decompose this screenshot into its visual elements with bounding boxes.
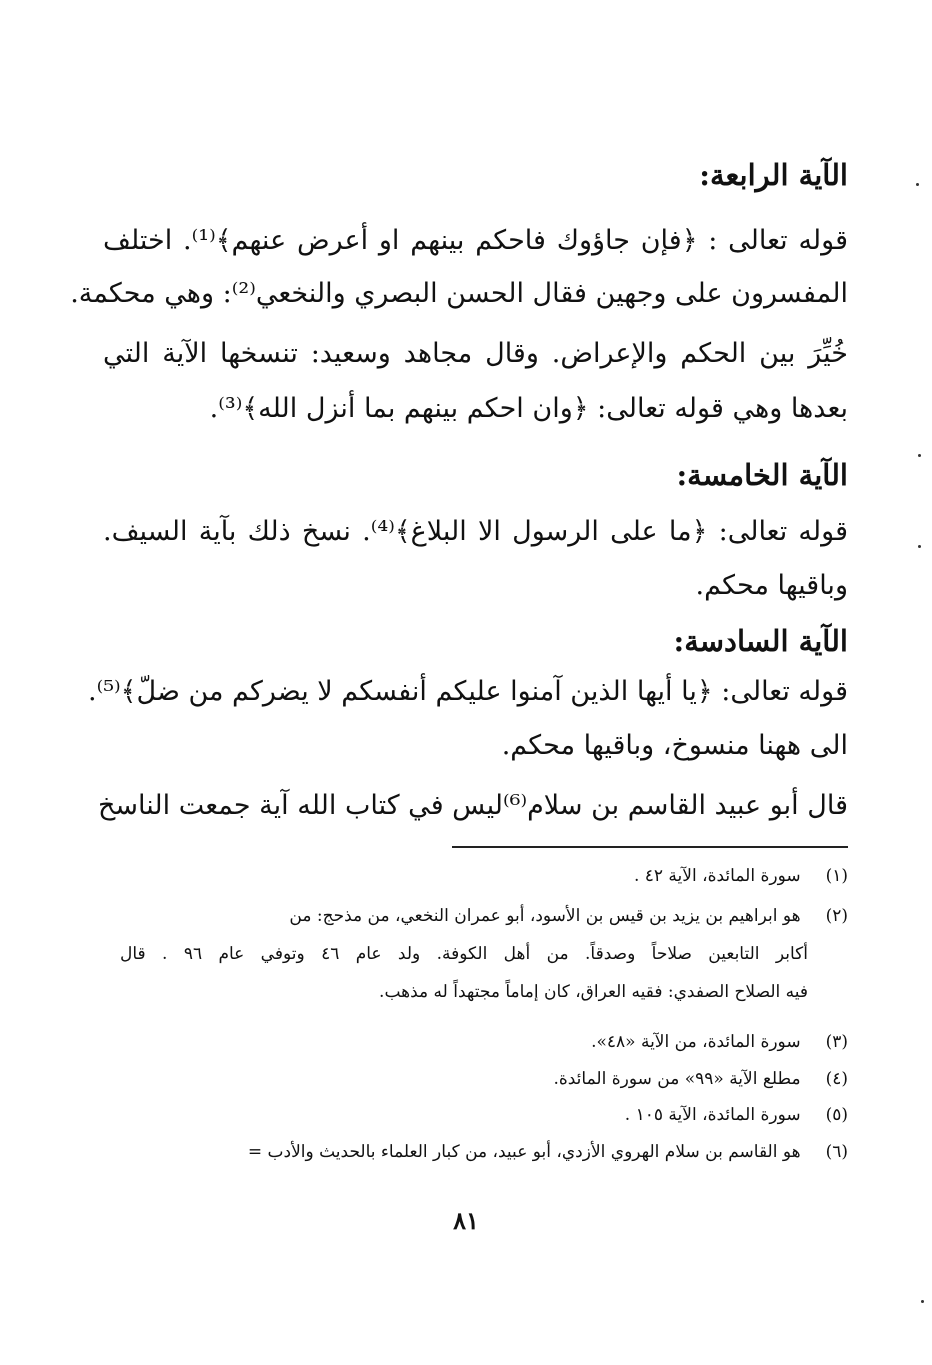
footnote-text: سورة المائدة، من الآية «٤٨». xyxy=(591,1032,801,1052)
scan-speck xyxy=(916,183,919,186)
footnote xyxy=(128,906,848,926)
scan-speck xyxy=(918,454,921,457)
body-line: الى ههنا منسوخ، وباقيها محكم. xyxy=(501,730,848,761)
footnote-text: هو ابراهيم بن يزيد بن قيس بن الأسود، أبو عمران النخعي، من مذحج: من xyxy=(289,906,801,926)
scan-speck xyxy=(918,545,921,548)
footnote xyxy=(128,1069,848,1089)
footnote xyxy=(128,1105,848,1125)
footnote xyxy=(128,866,848,886)
body-line: وباقيها محكم. xyxy=(695,570,848,601)
footnote-text: سورة المائدة، الآية ١٠٥ . xyxy=(624,1105,801,1125)
section-heading: الآية الخامسة: xyxy=(676,458,848,492)
body-line: خُيِّرَ بين الحكم والإعراض. وقال مجاهد وسعيد: تنسخها الآية التي xyxy=(103,338,848,369)
footnote-number: (٤) xyxy=(825,1069,848,1089)
body-line: قوله تعالى: ﴿ما على الرسول الا البلاغ﴾⁽⁴⁾. نسخ ذلك بآية السيف. xyxy=(103,516,848,547)
footnote-text: هو القاسم بن سلام الهروي الأزدي، أبو عبيد، من كبار العلماء بالحديث والأدب = xyxy=(247,1142,801,1162)
footnote-number: (٢) xyxy=(825,906,848,926)
section-heading: الآية السادسة: xyxy=(673,624,848,658)
footnote xyxy=(108,1142,848,1162)
page-number: ٨١ xyxy=(453,1206,479,1235)
footnote-text: أكابر التابعين صلاحاً وصدقاً. من أهل الكوفة. ولد عام ٤٦ وتوفي عام ٩٦ . قال xyxy=(120,944,808,964)
body-line: قوله تعالى : ﴿فإن جاؤوك فاحكم بينهم او أعرض عنهم﴾⁽¹⁾. اختلف xyxy=(103,225,849,256)
body-line: بعدها وهي قوله تعالى: ﴿وان احكم بينهم بما أنزل الله﴾⁽³⁾. xyxy=(209,393,848,424)
section-heading: الآية الرابعة: xyxy=(699,158,848,192)
footnote xyxy=(128,1032,848,1052)
footnote-text: فيه الصلاح الصفدي: فقيه العراق، كان إماماً مجتهداً له مذهب. xyxy=(379,982,808,1002)
footnote-text: سورة المائدة، الآية ٤٢ . xyxy=(633,866,801,886)
footnote-separator xyxy=(452,846,848,848)
body-line: المفسرون على وجهين فقال الحسن البصري والنخعي⁽²⁾: وهي محكمة. xyxy=(70,278,848,309)
body-line: قال أبو عبيد القاسم بن سلام⁽⁶⁾ليس في كتاب الله آية جمعت الناسخ xyxy=(98,790,848,821)
footnote-number: (٦) xyxy=(825,1142,848,1162)
scan-speck xyxy=(921,1300,924,1303)
body-line: قوله تعالى: ﴿يا أيها الذين آمنوا عليكم أنفسكم لا يضركم من ضلّ﴾⁽⁵⁾. xyxy=(88,676,848,707)
footnote-text: مطلع الآية «٩٩» من سورة المائدة. xyxy=(553,1069,801,1089)
footnote-number: (٣) xyxy=(825,1032,848,1052)
footnote-number: (١) xyxy=(825,866,848,886)
footnote-number: (٥) xyxy=(825,1105,848,1125)
